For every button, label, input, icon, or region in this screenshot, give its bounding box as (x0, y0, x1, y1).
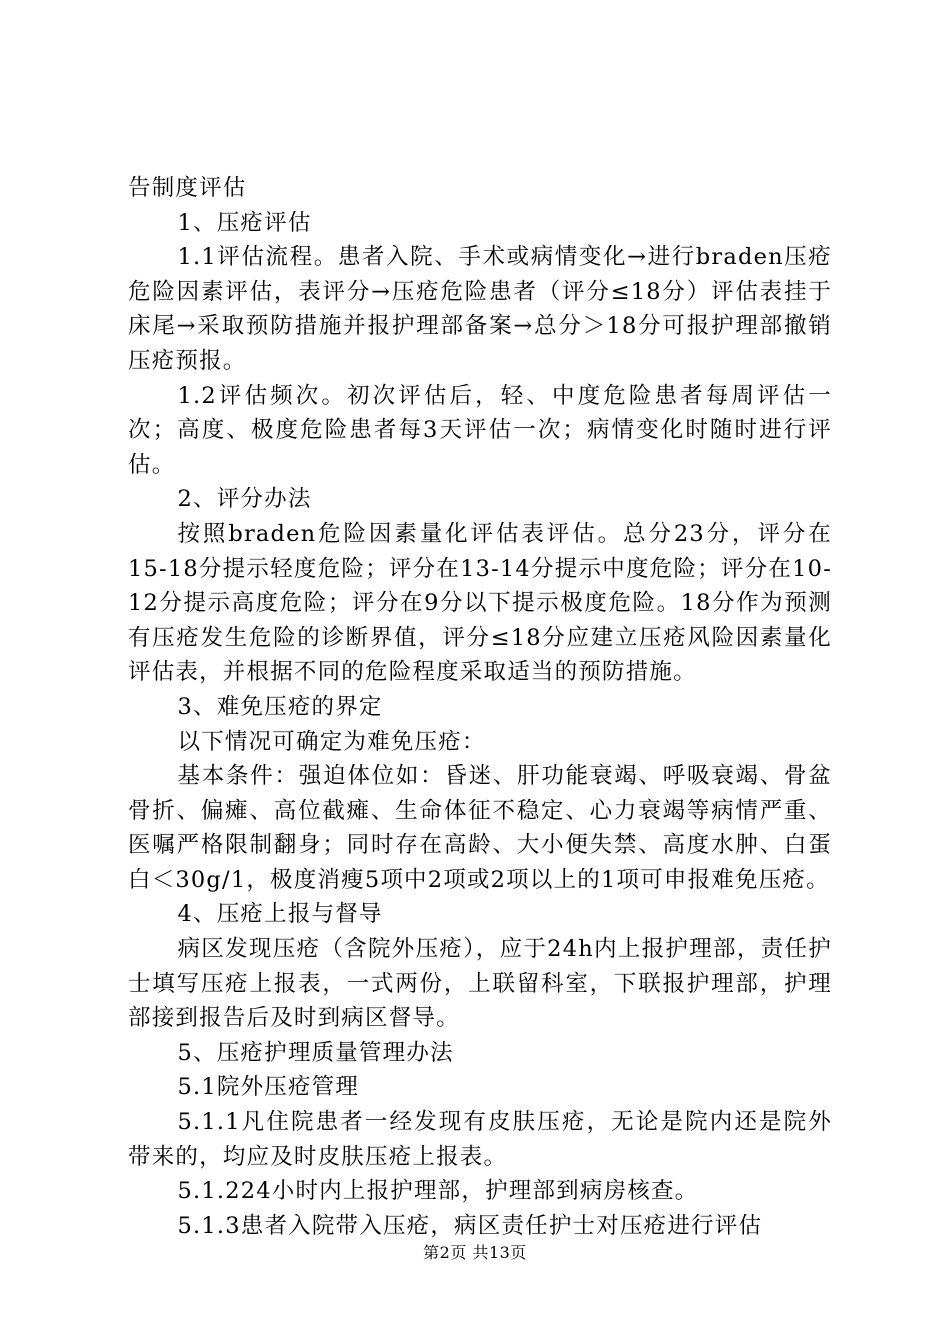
heading-external-sore-management: 5.1院外压疮管理 (177, 1074, 360, 1101)
paragraph-scoring-method: 按照braden危险因素量化评估表评估。总分23分，评分在15-18分提示轻度危险；评分在13-14分提示中度危险；评分在10-12分提示高度危险；评分在9分以下提示极度危险。18分作为预测有压疮发生危险的诊断界值，评分≤18分应建立压疮风险因素量化评估表，并根据不同的危险程度采取适当的预防措施。 (128, 520, 832, 686)
heading-scoring-method: 2、评分办法 (177, 486, 312, 513)
document-body (128, 171, 832, 1243)
paragraph-item-5-1-3: 5.1.3患者入院带入压疮，病区责任护士对压疮进行评估 (177, 1212, 763, 1239)
heading-pressure-sore-assessment: 1、压疮评估 (177, 209, 312, 236)
heading-unavoidable-sore-definition: 3、难免压疮的界定 (177, 693, 383, 720)
paragraph-unavoidable-intro: 以下情况可确定为难免压疮： (177, 728, 486, 755)
paragraph-reporting-supervision: 病区发现压疮（含院外压疮），应于24h内上报护理部，责任护士填写压疮上报表，一式两份，上联留科室，下联报护理部，护理部接到报告后及时到病区督导。 (128, 936, 832, 1032)
paragraph-assessment-process: 1.1评估流程。患者入院、手术或病情变化→进行braden压疮危险因素评估，表评分→压疮危险患者（评分≤18分）评估表挂于床尾→采取预防措施并报护理部备案→总分＞18分可报护理部撤销压疮预报。 (128, 244, 832, 374)
paragraph-continued-title: 告制度评估 (128, 175, 247, 201)
paragraph-item-5-1-2: 5.1.224小时内上报护理部，护理部到病房核查。 (177, 1178, 699, 1205)
paragraph-item-5-1-1: 5.1.1凡住院患者一经发现有皮肤压疮，无论是院内还是院外带来的，均应及时皮肤压疮上报表。 (128, 1109, 832, 1170)
paragraph-assessment-frequency: 1.2评估频次。初次评估后，轻、中度危险患者每周评估一次；高度、极度危险患者每3天评估一次；病情变化时随时进行评估。 (128, 382, 832, 478)
page-number-footer: 第2页 共13页 (423, 1243, 527, 1262)
paragraph-basic-conditions: 基本条件：强迫体位如：昏迷、肝功能衰竭、呼吸衰竭、骨盆骨折、偏瘫、高位截瘫、生命体征不稳定、心力衰竭等病情严重、医嘱严格限制翻身；同时存在高龄、大小便失禁、高度水肿、白蛋白＜30g/1，极度消瘦5项中2项或2项以上的1项可申报难免压疮。 (128, 763, 832, 893)
heading-reporting-supervision: 4、压疮上报与督导 (177, 901, 383, 928)
heading-quality-management: 5、压疮护理质量管理办法 (177, 1039, 454, 1066)
